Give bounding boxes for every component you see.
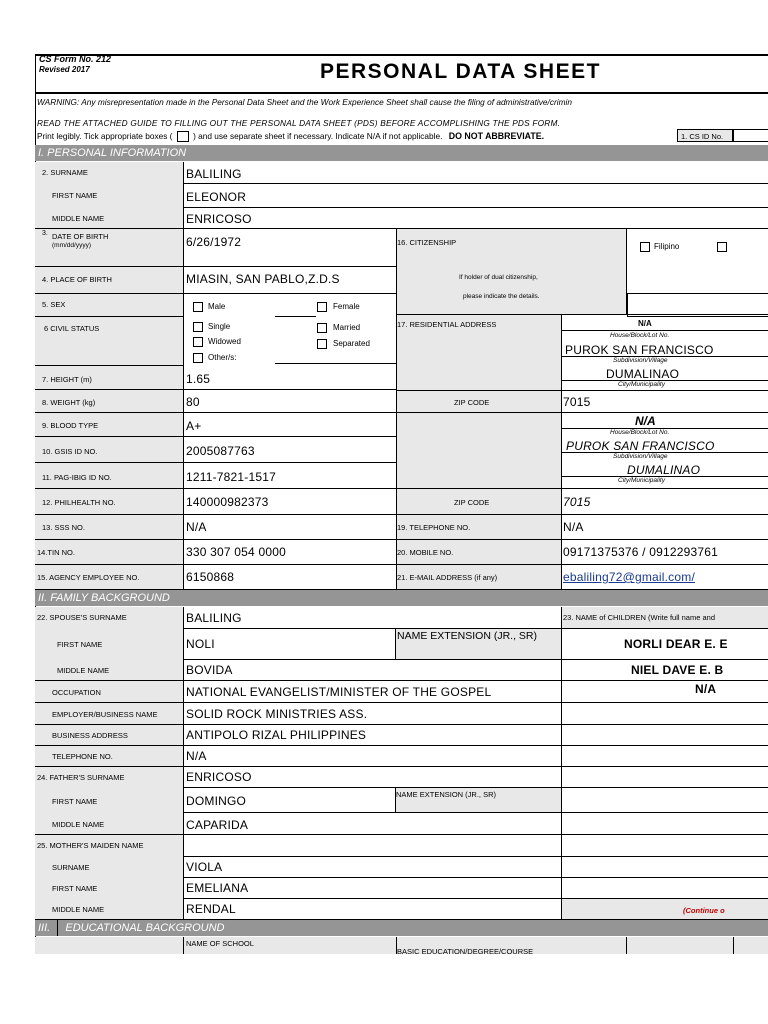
civil-single-label: Single	[208, 322, 231, 331]
row-line	[35, 389, 396, 390]
form-number: CS Form No. 212	[39, 54, 112, 64]
row-line	[183, 812, 768, 813]
res-subd-value[interactable]: PUROK SAN FRANCISCO	[565, 343, 714, 357]
row-line	[35, 745, 768, 746]
occupation-label: OCCUPATION	[52, 688, 101, 697]
civil-separated-checkbox[interactable]	[317, 339, 327, 349]
do-not-abbreviate: DO NOT ABBREVIATE.	[448, 131, 545, 141]
dual-note-1: If holder of dual citizenship,	[459, 274, 538, 281]
pagibig-label: 11. PAG-IBIG ID NO.	[42, 473, 112, 482]
dual-note-2: please indicate the details.	[463, 293, 540, 300]
mother-maiden-label: 25. MOTHER'S MAIDEN NAME	[37, 841, 144, 850]
cs-id-field[interactable]	[733, 129, 768, 142]
row-line	[396, 390, 768, 391]
filipino-label: Filipino	[654, 242, 680, 251]
read-guide-text: READ THE ATTACHED GUIDE TO FILLING OUT THE PERSONAL DATA SHEET (PDS) BEFORE ACCOMPLISHING THE PDS FORM.	[37, 118, 561, 128]
spouse-first-value[interactable]: NOLI	[186, 637, 215, 651]
first-name-label: FIRST NAME	[52, 191, 98, 200]
civil-others-label: Other/s:	[208, 353, 237, 362]
row-line	[35, 316, 183, 317]
row-line	[183, 856, 768, 857]
cs-id-label: 1. CS ID No.	[681, 132, 724, 141]
school-name-label: NAME OF SCHOOL	[186, 939, 254, 948]
child-1-value[interactable]: NORLI DEAR E. E	[624, 637, 728, 651]
perm-zip-label: ZIP CODE	[454, 498, 490, 507]
philhealth-value[interactable]: 140000982373	[186, 495, 269, 509]
child-3-value[interactable]: N/A	[695, 682, 717, 696]
middle-name-label: MIDDLE NAME	[52, 214, 105, 223]
filipino-checkbox[interactable]	[640, 242, 650, 252]
first-name-value[interactable]: ELEONOR	[186, 190, 247, 204]
row-line	[396, 488, 768, 489]
row-line	[183, 183, 768, 184]
blood-type-value[interactable]: A+	[186, 419, 202, 433]
res-zip-label: ZIP CODE	[454, 398, 490, 407]
mother-middle-label: MIDDLE NAME	[52, 905, 105, 914]
family-label-column	[35, 607, 183, 920]
father-surname-label: 24. FATHER'S SURNAME	[37, 773, 125, 782]
father-surname-value[interactable]: ENRICOSO	[186, 770, 252, 784]
height-label: 7. HEIGHT (m)	[42, 375, 92, 384]
mother-first-value[interactable]: EMELIANA	[186, 881, 249, 895]
degree-course-label: BASIC EDUCATION/DEGREE/COURSE	[397, 947, 534, 954]
row-line	[396, 412, 768, 413]
spouse-middle-value[interactable]: BOVIDA	[186, 663, 233, 677]
surname-label: 2. SURNAME	[42, 168, 88, 177]
business-address-label: BUSINESS ADDRESS	[52, 731, 128, 740]
civil-single-checkbox[interactable]	[193, 322, 203, 332]
res-zip-value[interactable]: 7015	[563, 395, 591, 409]
spouse-ext-label: NAME EXTENSION (JR., SR)	[397, 630, 538, 642]
civil-separated-label: Separated	[333, 339, 370, 348]
civil-others-checkbox[interactable]	[193, 353, 203, 363]
row-line	[35, 488, 396, 489]
civil-widowed-checkbox[interactable]	[193, 337, 203, 347]
gsis-label: 10. GSIS ID NO.	[42, 447, 98, 456]
employer-label: EMPLOYER/BUSINESS NAME	[52, 710, 158, 719]
dob-number: 3.	[42, 230, 48, 237]
row-line	[183, 877, 768, 878]
mobile-label: 20. MOBILE NO.	[397, 548, 454, 557]
civil-married-checkbox[interactable]	[317, 323, 327, 333]
sss-label: 13. SSS NO.	[42, 523, 85, 532]
middle-name-value[interactable]: ENRICOSO	[186, 212, 252, 226]
mobile-value[interactable]: 09171375376 / 0912293761	[563, 545, 718, 559]
mother-surname-label: SURNAME	[52, 863, 90, 872]
sex-label: 5. SEX	[42, 300, 66, 309]
sex-male-label: Male	[208, 302, 226, 311]
spouse-tel-value[interactable]: N/A	[186, 749, 207, 763]
row-line	[183, 207, 768, 208]
section-education-separator	[57, 920, 58, 936]
header-divider	[35, 92, 768, 94]
email-value[interactable]: ebaliling72@gmail.com/	[563, 570, 695, 584]
father-middle-value[interactable]: CAPARIDA	[186, 818, 249, 832]
row-line	[35, 539, 768, 540]
spouse-middle-label: MIDDLE NAME	[57, 666, 110, 675]
perm-subd-caption: Subdivision/Village	[613, 453, 668, 460]
civil-widowed-label: Widowed	[208, 337, 241, 346]
telephone-label: 19. TELEPHONE NO.	[397, 523, 471, 532]
father-first-value[interactable]: DOMINGO	[186, 794, 247, 808]
col-line	[733, 937, 734, 954]
perm-house-value[interactable]: N/A	[635, 414, 656, 428]
philhealth-label: 12. PHILHEALTH NO.	[42, 498, 116, 507]
surname-value[interactable]: BALILING	[186, 167, 242, 181]
spouse-surname-value[interactable]: BALILING	[186, 611, 242, 625]
dual-citizenship-checkbox[interactable]	[717, 242, 727, 252]
col-line	[183, 937, 184, 954]
section-education-title: EDUCATIONAL BACKGROUND	[65, 922, 225, 934]
mother-first-label: FIRST NAME	[52, 884, 98, 893]
residential-label-block	[397, 315, 561, 515]
telephone-value[interactable]: N/A	[563, 520, 584, 534]
pob-value[interactable]: MIASIN, SAN PABLO,Z.D.S	[186, 272, 340, 286]
personal-data-sheet	[35, 52, 768, 954]
top-border	[35, 54, 768, 56]
perm-house-caption: House/Block/Lot No.	[610, 429, 670, 436]
row-line	[35, 766, 768, 767]
res-subd-caption: Subdivision/Village	[613, 357, 668, 364]
father-middle-label: MIDDLE NAME	[52, 820, 105, 829]
sss-value[interactable]: N/A	[186, 520, 207, 534]
mother-surname-value[interactable]: VIOLA	[186, 860, 223, 874]
row-line	[35, 412, 396, 413]
warning-text: WARNING: Any misrepresentation made in the Personal Data Sheet and the Work Experience Sheet shall cause the filing of administrative/crimin	[37, 97, 572, 107]
child-2-value[interactable]: NIEL DAVE E. B	[631, 663, 724, 677]
sex-female-checkbox[interactable]	[317, 302, 327, 312]
res-city-caption: City/Municipality	[618, 381, 665, 388]
row-line	[35, 365, 183, 366]
section-educational-background	[35, 920, 768, 936]
row-line	[35, 834, 768, 835]
row-line	[35, 266, 396, 267]
perm-zip-value[interactable]: 7015	[563, 495, 591, 509]
spouse-surname-label: 22. SPOUSE'S SURNAME	[37, 613, 127, 622]
col-line	[183, 607, 184, 920]
mother-middle-value[interactable]: RENDAL	[186, 902, 236, 916]
row-line	[35, 462, 396, 463]
col-line	[626, 937, 627, 954]
print-instructions	[37, 131, 544, 142]
occupation-value[interactable]: NATIONAL EVANGELIST/MINISTER OF THE GOSPEL	[186, 685, 492, 699]
children-label: 23. NAME of CHILDREN (Write full name and	[563, 613, 715, 622]
father-ext-label: NAME EXTENSION (JR., SR)	[396, 790, 497, 799]
spouse-tel-label: TELEPHONE NO.	[52, 752, 113, 761]
row-line	[35, 724, 768, 725]
citizenship-label: 16. CITIZENSHIP	[397, 238, 457, 247]
page-title: PERSONAL DATA SHEET	[320, 60, 601, 83]
pagibig-value[interactable]: 1211-7821-1517	[186, 470, 276, 484]
tin-value[interactable]: 330 307 054 0000	[186, 545, 286, 559]
print-instructions-a: Print legibly. Tick appropriate boxes (	[37, 131, 173, 141]
row-line	[396, 314, 768, 315]
perm-city-caption: City/Municipality	[618, 477, 665, 484]
row-line	[35, 293, 396, 294]
civil-married-label: Married	[333, 323, 361, 332]
perm-city-value[interactable]: DUMALINAO	[627, 463, 701, 477]
row-line	[35, 702, 768, 703]
father-first-label: FIRST NAME	[52, 797, 98, 806]
weight-value[interactable]: 80	[186, 395, 200, 409]
res-house-caption: House/Block/Lot No.	[610, 332, 670, 339]
tin-label: 14.TIN NO.	[37, 548, 75, 557]
tick-sample-checkbox	[177, 131, 189, 142]
business-address-value[interactable]: ANTIPOLO RIZAL PHILIPPINES	[186, 728, 367, 742]
row-line	[35, 680, 768, 681]
height-value[interactable]: 1.65	[186, 372, 211, 386]
res-city-value[interactable]: DUMALINAO	[606, 367, 680, 381]
section-personal-information: I. PERSONAL INFORMATION	[35, 145, 768, 161]
res-house-value[interactable]: N/A	[638, 319, 652, 328]
section-family-background: II. FAMILY BACKGROUND	[35, 590, 768, 606]
section-education-number: III.	[38, 922, 51, 934]
civil-status-label: 6 CIVIL STATUS	[44, 324, 100, 333]
spouse-first-label: FIRST NAME	[57, 640, 103, 649]
employer-value[interactable]: SOLID ROCK MINISTRIES ASS.	[186, 707, 368, 721]
dob-format: (mm/dd/yyyy)	[52, 242, 91, 249]
blood-type-label: 9. BLOOD TYPE	[42, 421, 99, 430]
print-instructions-b: ) and use separate sheet if necessary. Indicate N/A if not applicable.	[193, 131, 443, 141]
dob-value[interactable]: 6/26/1972	[186, 235, 242, 249]
row-line	[183, 659, 768, 660]
row-line	[35, 436, 396, 437]
weight-label: 8. WEIGHT (kg)	[42, 398, 96, 407]
row-line	[561, 330, 768, 331]
email-label: 21. E-MAIL ADDRESS (if any)	[397, 573, 498, 582]
personal-label-divider	[183, 162, 184, 590]
perm-subd-value[interactable]: PUROK SAN FRANCISCO	[566, 439, 715, 453]
dob-label: DATE OF BIRTH	[52, 232, 109, 241]
continue-block	[562, 899, 768, 919]
continue-note: (Continue o	[683, 906, 725, 915]
pob-label: 4. PLACE OF BIRTH	[42, 275, 112, 284]
form-revised: Revised 2017	[39, 65, 90, 74]
col-line	[561, 607, 562, 920]
agency-label: 15. AGENCY EMPLOYEE NO.	[37, 573, 140, 582]
row-line	[275, 363, 396, 364]
sex-female-label: Female	[333, 302, 360, 311]
residential-label: 17. RESIDENTIAL ADDRESS	[397, 320, 497, 329]
row-line	[275, 316, 316, 317]
row-line	[35, 564, 768, 565]
agency-value[interactable]: 6150868	[186, 570, 235, 584]
sex-male-checkbox[interactable]	[193, 302, 203, 312]
gsis-value[interactable]: 2005087763	[186, 444, 255, 458]
cs-id-label-box	[677, 129, 733, 142]
